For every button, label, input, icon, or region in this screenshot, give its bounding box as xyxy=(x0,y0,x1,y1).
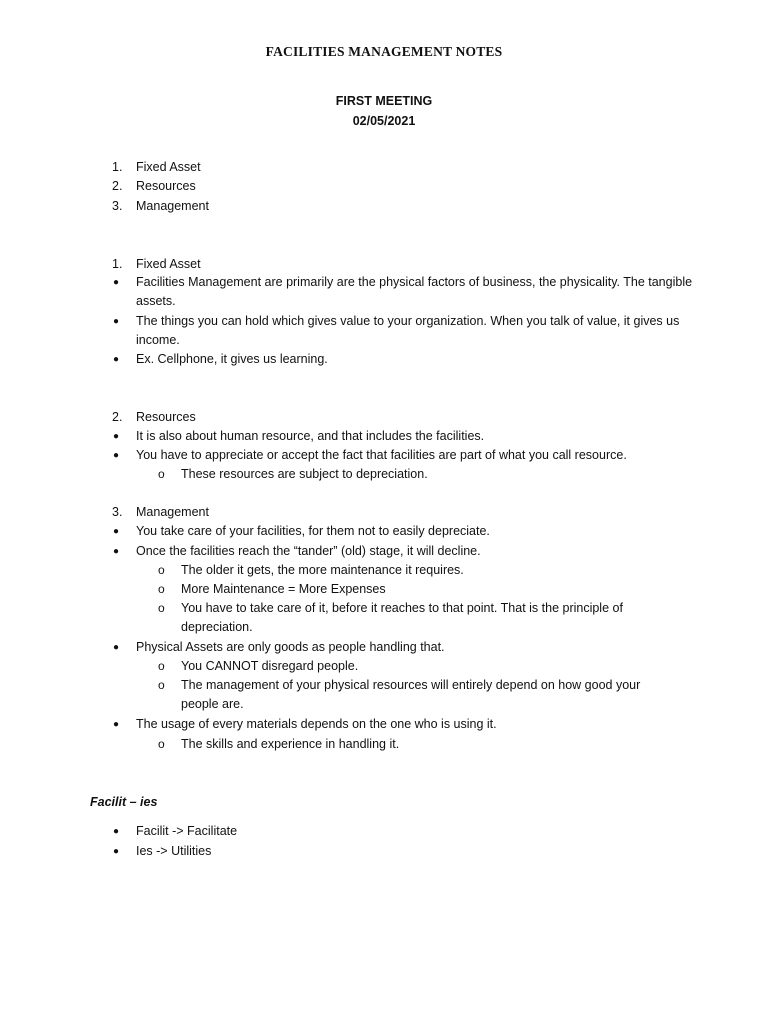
bullet-text: Once the facilities reach the “tander” (old) stage, it will decline. xyxy=(136,544,481,558)
sub-bullet-text: You have to take care of it, before it reaches to that point. That is the principle of depreciation. xyxy=(181,601,623,634)
bullet-text: You have to appreciate or accept the fact that facilities are part of what you call resource. xyxy=(136,448,627,462)
sub-bullet-marker: o xyxy=(158,467,165,481)
sub-bullet-marker: o xyxy=(158,737,165,751)
section-number: 1. xyxy=(112,257,123,271)
sub-bullet-text: The skills and experience in handling it. xyxy=(181,737,400,751)
bullet-marker: ● xyxy=(113,826,120,837)
bullet-text: Ies -> Utilities xyxy=(136,844,212,858)
sub-bullet-marker: o xyxy=(158,601,165,615)
list-text: Resources xyxy=(136,179,196,193)
sub-bullet-text: You CANNOT disregard people. xyxy=(181,659,359,673)
bullet-marker: ● xyxy=(113,354,120,365)
bullet-marker: ● xyxy=(113,431,120,442)
bullet-marker: ● xyxy=(113,642,120,653)
sub-bullet-marker: o xyxy=(158,563,165,577)
bullet-text: Physical Assets are only goods as people handling that. xyxy=(136,640,445,654)
document-title: FACILITIES MANAGEMENT NOTES xyxy=(265,44,503,59)
bullet-marker: ● xyxy=(113,546,120,557)
sub-bullet-text: The management of your physical resources will entirely depend on how good your people are. xyxy=(181,678,641,711)
sub-bullet-text: More Maintenance = More Expenses xyxy=(181,582,386,596)
list-text: Management xyxy=(136,199,209,213)
bullet-text: Facilit -> Facilitate xyxy=(136,824,238,838)
bullet-marker: ● xyxy=(113,526,120,537)
sub-bullet-text: These resources are subject to depreciation. xyxy=(181,467,428,481)
bullet-text: The usage of every materials depends on the one who is using it. xyxy=(136,717,497,731)
section-title: Fixed Asset xyxy=(136,257,201,271)
list-text: Fixed Asset xyxy=(136,160,201,174)
bullet-marker: ● xyxy=(113,846,120,857)
meeting-label: FIRST MEETING xyxy=(335,94,433,108)
list-number: 3. xyxy=(112,199,123,213)
bullet-marker: ● xyxy=(113,277,120,288)
section-title: Resources xyxy=(136,410,196,424)
sub-bullet-marker: o xyxy=(158,659,165,673)
section-number: 3. xyxy=(112,505,123,519)
bullet-text: The things you can hold which gives value to your organization. When you talk of value, it gives us income. xyxy=(136,314,680,347)
sub-bullet-marker: o xyxy=(158,678,165,692)
sub-bullet-marker: o xyxy=(158,582,165,596)
list-number: 2. xyxy=(112,179,123,193)
meeting-date: 02/05/2021 xyxy=(352,114,416,128)
section-number: 2. xyxy=(112,410,123,424)
bullet-marker: ● xyxy=(113,316,120,327)
bullet-text: Ex. Cellphone, it gives us learning. xyxy=(136,352,328,366)
bullet-text: Facilities Management are primarily are the physical factors of business, the physicality. The tangible assets. xyxy=(136,275,693,308)
bullet-text: You take care of your facilities, for them not to easily depreciate. xyxy=(136,524,490,538)
list-number: 1. xyxy=(112,160,123,174)
bullet-marker: ● xyxy=(113,719,120,730)
sub-bullet-text: The older it gets, the more maintenance it requires. xyxy=(181,563,464,577)
section-title: Management xyxy=(136,505,209,519)
bullet-marker: ● xyxy=(113,450,120,461)
facilities-heading: Facilit – ies xyxy=(90,795,158,809)
bullet-text: It is also about human resource, and that includes the facilities. xyxy=(136,429,485,443)
